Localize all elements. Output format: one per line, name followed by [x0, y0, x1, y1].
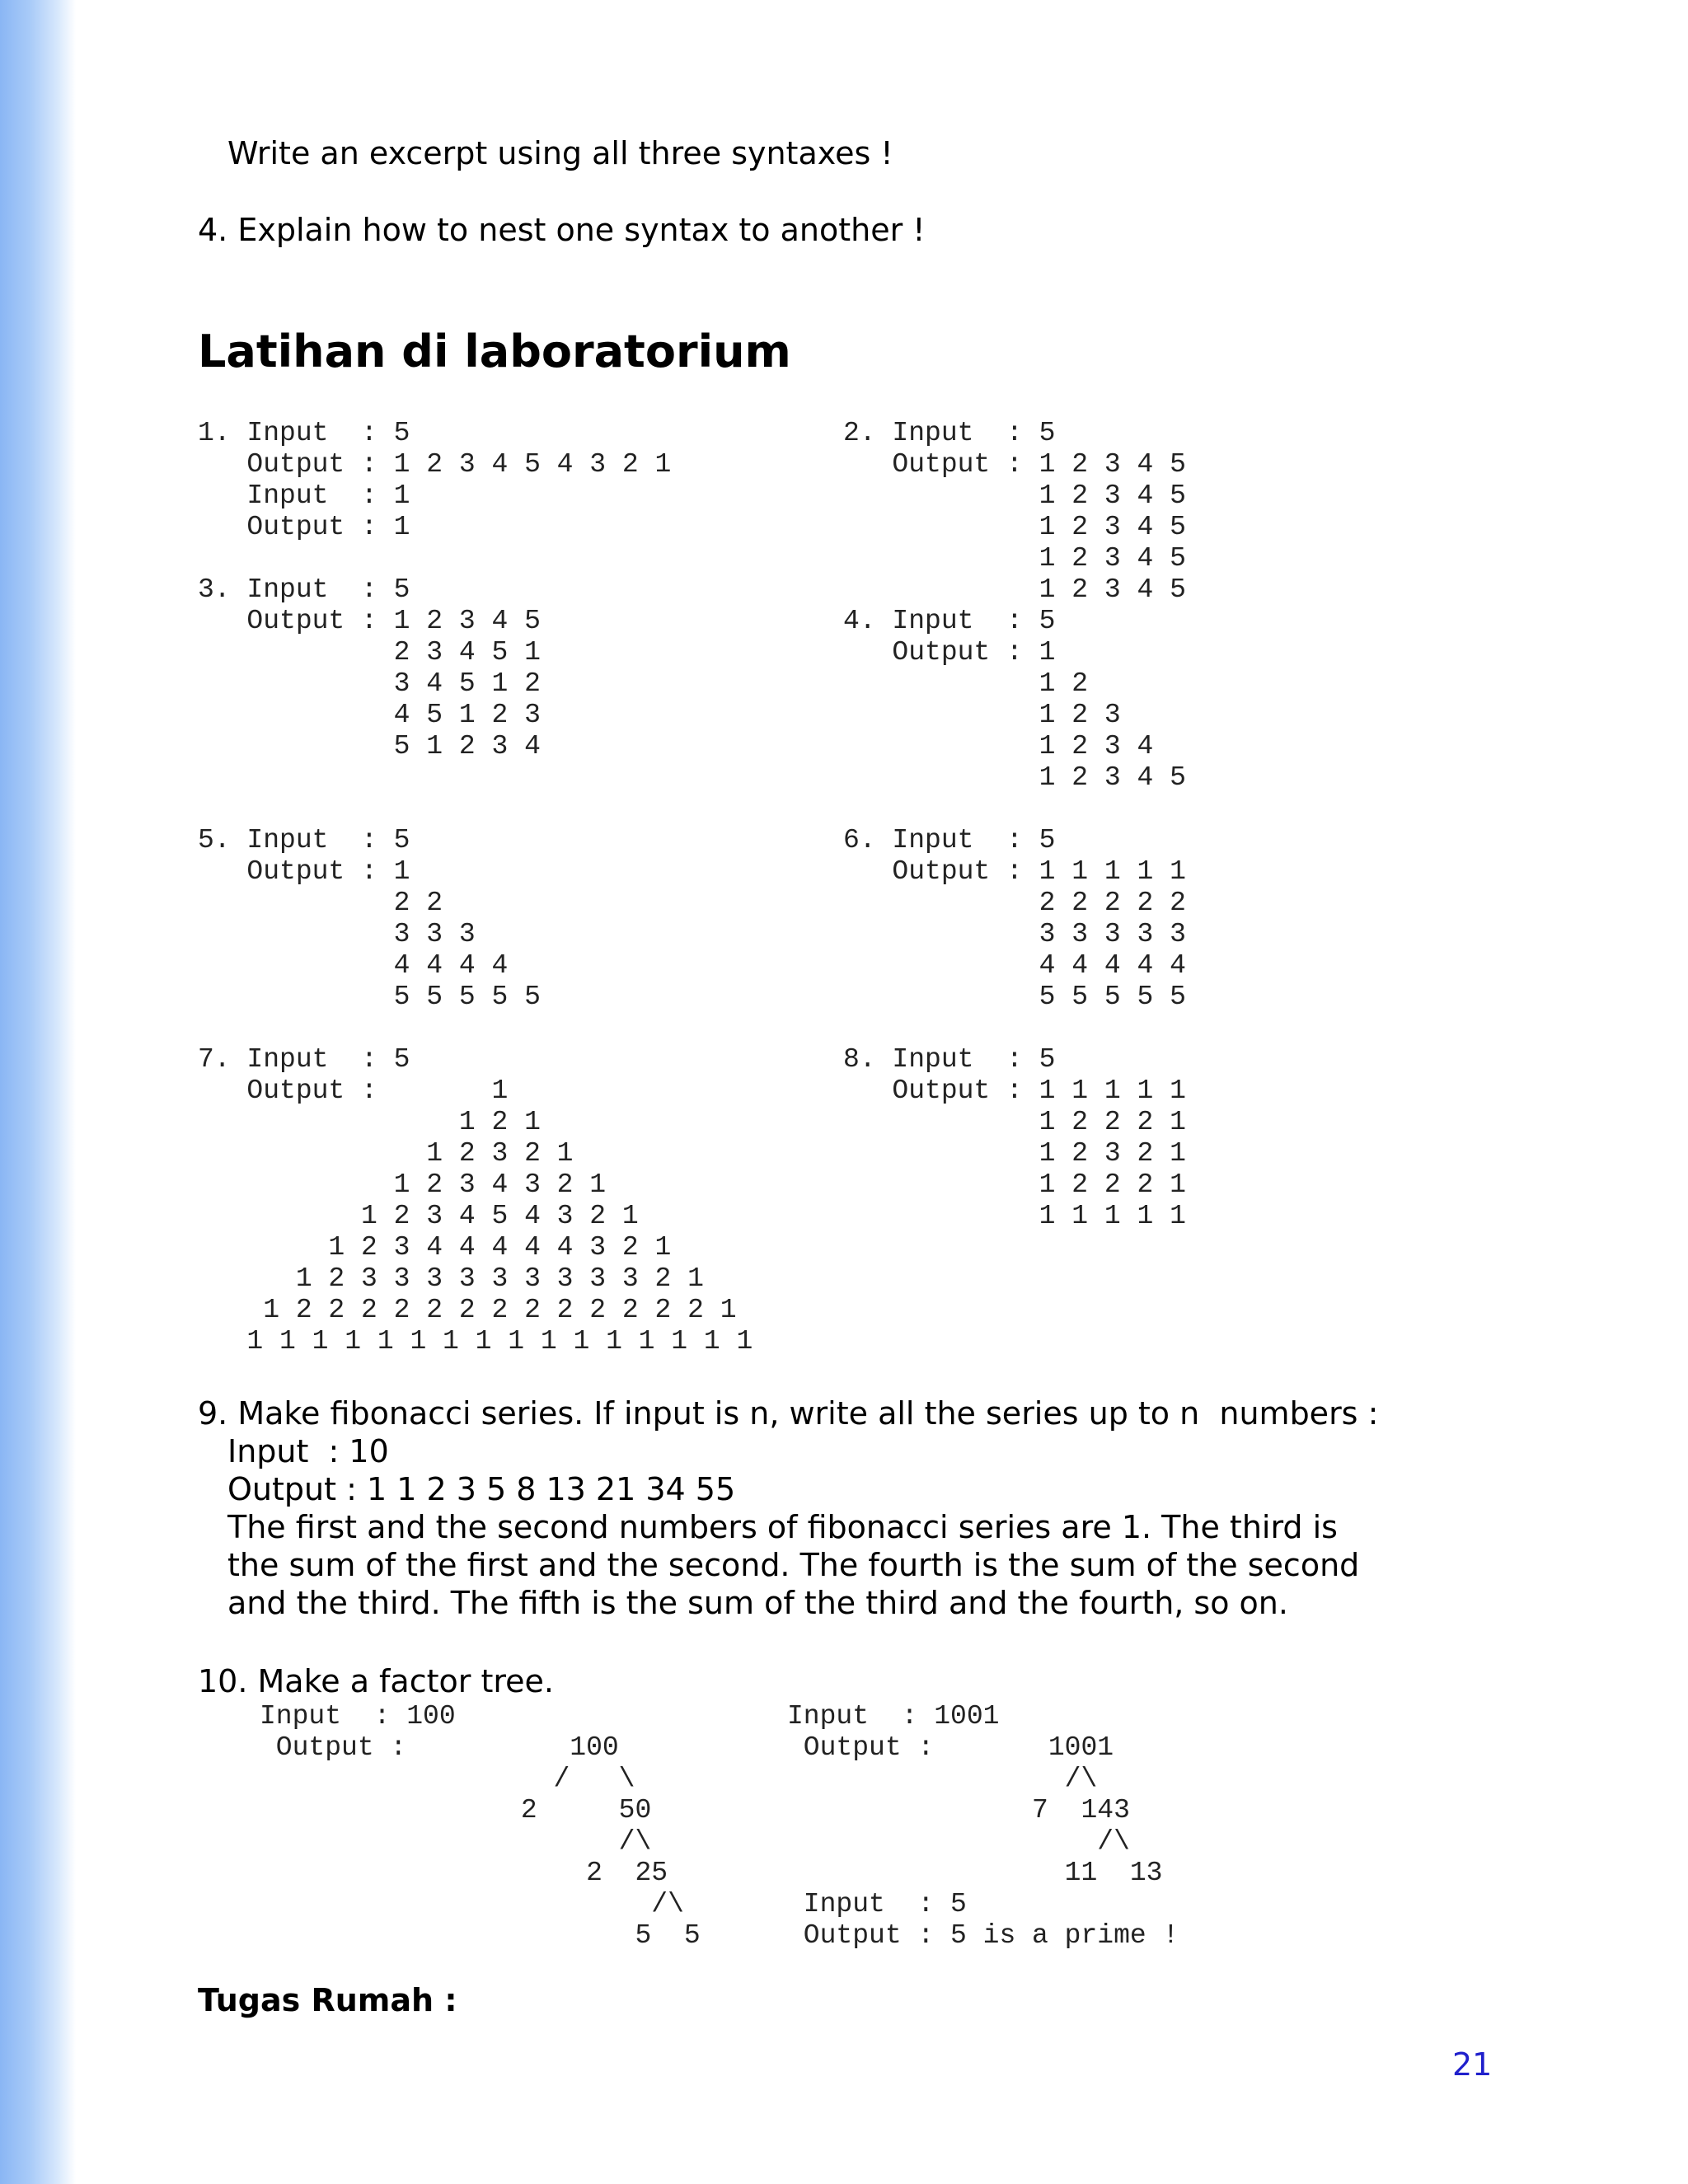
section-heading: Latihan di laboratorium	[198, 326, 791, 377]
factor-tree-100: Input : 100 Output : 100 / \ 2 50 /\ 2 25 /\ 5 5	[260, 1701, 701, 1951]
exercise-6: 6. Input : 5 Output : 1 1 1 1 1 2 2 2 2 2 3 3 3 3 3 4 4 4 4 4 5 5 5 5 5	[843, 825, 1186, 1012]
exercise-7: 7. Input : 5 Output : 1 1 2 1 1 2 3 2 1 1 2 3 4 3 2 1 1 2 3 4 5 4 3 2 1 1 2 3 4 4 4 4 4 3 2 1 1 2 3 3 3 3 3 3 3 3 3 2 1 1 2 2 2 2 2 2 2 2 2 2 2 2 2 1 1 1 1 1 1 1 1 1 1 1 1 1 1 1 1 1	[198, 1044, 753, 1357]
exercise-8: 8. Input : 5 Output : 1 1 1 1 1 1 2 2 2 1 1 2 3 2 1 1 2 2 2 1 1 1 1 1 1	[843, 1044, 1186, 1231]
question-4: 4. Explain how to nest one syntax to another !	[198, 212, 926, 248]
homework-heading: Tugas Rumah :	[198, 1982, 457, 2018]
fibonacci-description-1: The first and the second numbers of fibonacci series are 1. The third is	[227, 1509, 1338, 1545]
fibonacci-input: Input : 10	[227, 1433, 389, 1469]
factor-tree-title: 10. Make a factor tree.	[198, 1663, 554, 1699]
exercise-1-and-3: 1. Input : 5 Output : 1 2 3 4 5 4 3 2 1 Input : 1 Output : 1 3. Input : 5 Output : 1 2 3 4 5 2 3 4 5 1 3 4 5 1 2 4 5 1 2 3 5 1 2 3 4	[198, 418, 672, 762]
fibonacci-description-2: the sum of the first and the second. The fourth is the sum of the second	[227, 1547, 1360, 1583]
factor-tree-1001: Input : 1001 Output : 1001 /\ 7 143 /\ 11 13 Input : 5 Output : 5 is a prime !	[787, 1701, 1179, 1951]
fibonacci-output: Output : 1 1 2 3 5 8 13 21 34 55	[227, 1471, 736, 1507]
fibonacci-title: 9. Make fibonacci series. If input is n, write all the series up to n numbers :	[198, 1395, 1379, 1432]
exercise-5: 5. Input : 5 Output : 1 2 2 3 3 3 4 4 4 4 5 5 5 5 5	[198, 825, 541, 1012]
fibonacci-description-3: and the third. The fifth is the sum of the third and the fourth, so on.	[227, 1585, 1288, 1621]
exercise-2-and-4: 2. Input : 5 Output : 1 2 3 4 5 1 2 3 4 5 1 2 3 4 5 1 2 3 4 5 1 2 3 4 5 4. Input : 5 Output : 1 1 2 1 2 3 1 2 3 4 1 2 3 4 5	[843, 418, 1186, 793]
page-number: 21	[1452, 2046, 1493, 2083]
excerpt-instruction: Write an excerpt using all three syntaxes !	[227, 135, 893, 171]
